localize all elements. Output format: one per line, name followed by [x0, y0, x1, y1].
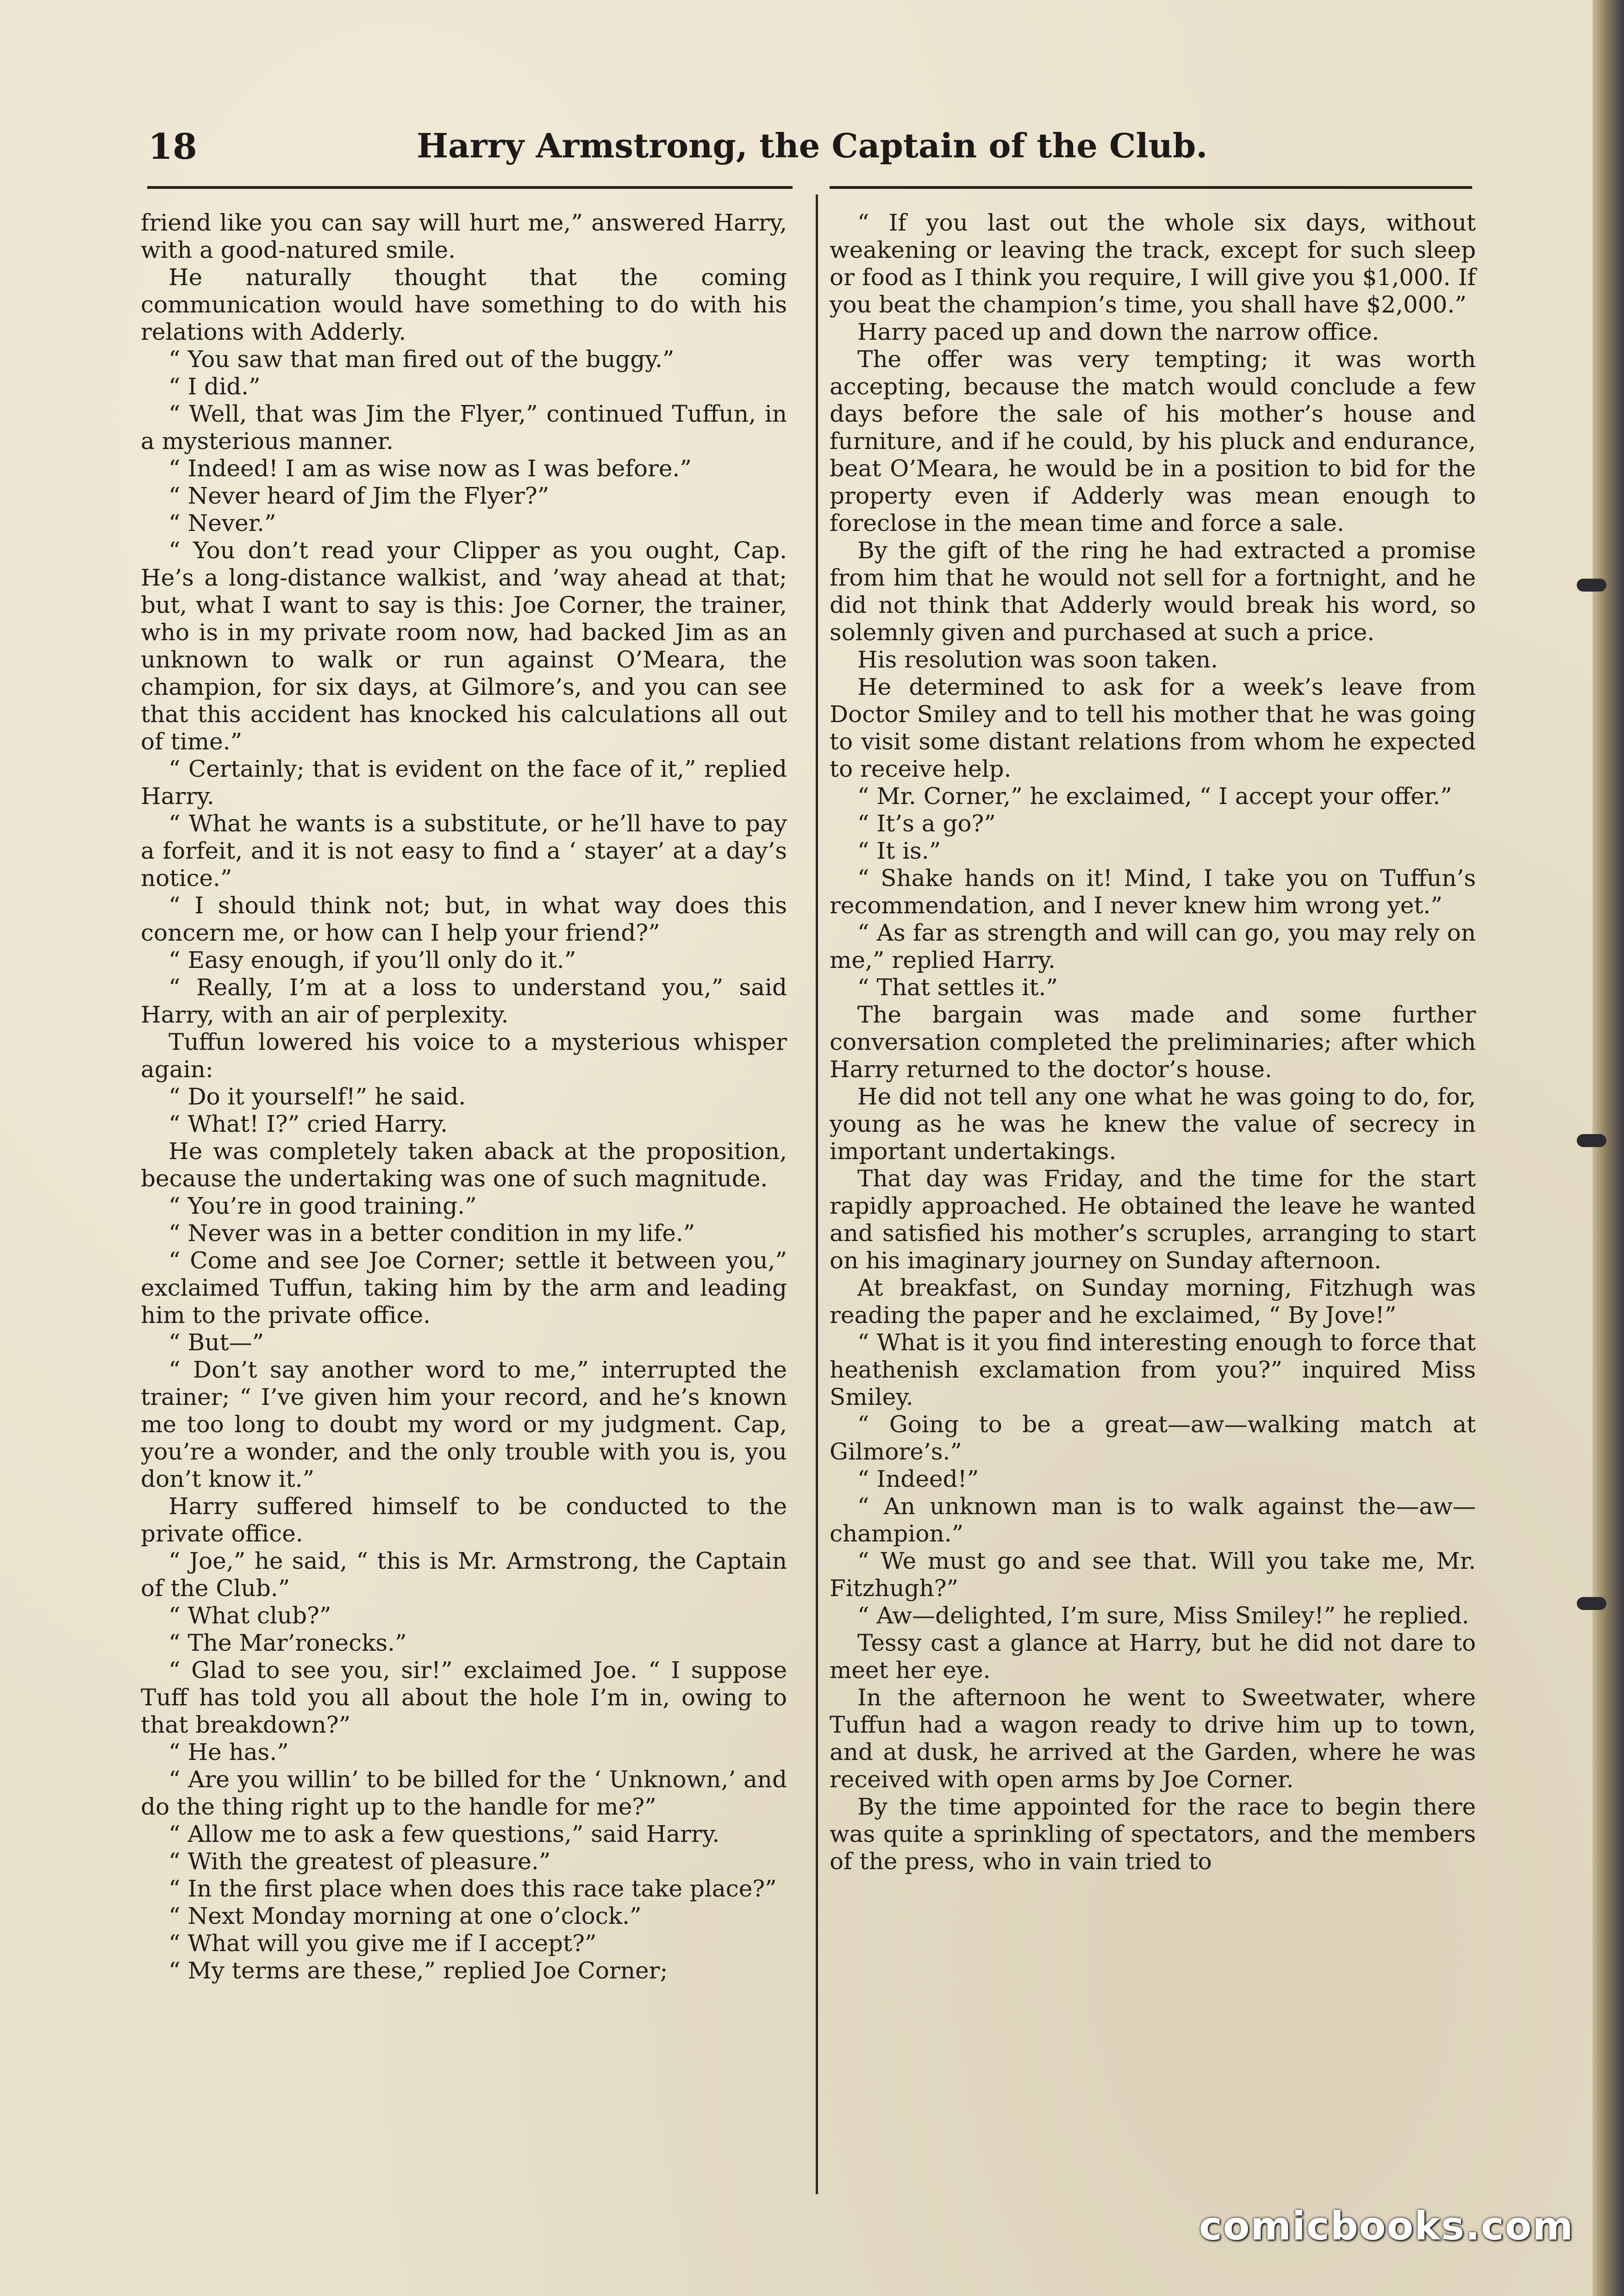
paragraph: “ What he wants is a substitute, or he’ll have to pay a forfeit, and it is not easy to find a ‘ stayer’ at a day’s notice.” — [141, 810, 787, 892]
paragraph: “ Indeed!” — [857, 1466, 979, 1492]
paragraph: Harry suffered himself to be conducted to the private office. — [141, 1493, 787, 1547]
paragraph: “ You don’t read your Clipper as you ought, Cap. He’s a long-distance walkist, and ’way ahead at that; but, what I want to say is this: Joe Corner, the trainer, who is in my private room now, had backed Jim as an unknown to walk or run against O’Meara, the champion, for six days, at Gilmore’s, and you can see that this accident has knocked his calculations all out of time.” — [141, 537, 787, 755]
paragraph: “ Aw—delighted, I’m sure, Miss Smiley!” he replied. — [857, 1602, 1469, 1629]
paragraph: “ Easy enough, if you’ll only do it.” — [169, 947, 576, 973]
paragraph: That day was Friday, and the time for the start rapidly approached. He obtained the leave he wanted and satisfied his mother’s scruples, arranging to start on his imaginary journey on Sunday afternoon. — [830, 1165, 1476, 1274]
paragraph: “ As far as strength and will can go, you may rely on me,” replied Harry. — [830, 919, 1476, 973]
paragraph: “ Never heard of Jim the Flyer?” — [169, 482, 550, 509]
staple — [1577, 1597, 1606, 1610]
staple — [1577, 579, 1606, 592]
left-column — [141, 209, 787, 1984]
paragraph: “ Glad to see you, sir!” exclaimed Joe. “ I suppose Tuff has told you all about the hole I’m in, owing to that breakdown?” — [141, 1657, 787, 1738]
paragraph: “ Allow me to ask a few questions,” said Harry. — [169, 1821, 720, 1847]
paragraph: The bargain was made and some further conversation completed the preliminaries; after which Harry returned to the doctor’s house. — [830, 1001, 1476, 1083]
paragraph: “ Next Monday morning at one o’clock.” — [169, 1903, 642, 1929]
paragraph: “ I should think not; but, in what way does this concern me, or how can I help your friend?” — [141, 892, 787, 946]
paragraph: “ What! I?” cried Harry. — [169, 1111, 448, 1137]
binding-spine — [1593, 0, 1624, 2296]
paragraph: “ Never was in a better condition in my life.” — [169, 1220, 695, 1247]
paragraph: By the time appointed for the race to begin there was quite a sprinkling of spectators, and the members of the press, who in vain tried to — [830, 1793, 1476, 1875]
paragraph: “ You’re in good training.” — [169, 1192, 477, 1219]
paragraph: “ Are you willin’ to be billed for the ‘ Unknown,’ and do the thing right up to the handle for me?” — [141, 1766, 787, 1820]
paragraph: “ Do it yourself!” he said. — [169, 1083, 466, 1110]
page-number: 18 — [148, 126, 197, 167]
header-rule-left — [147, 186, 793, 189]
column-divider — [816, 194, 818, 2194]
paragraph: “ Certainly; that is evident on the face of it,” replied Harry. — [141, 755, 787, 810]
paragraph: “ It’s a go?” — [857, 810, 996, 837]
paragraph: Harry paced up and down the narrow office. — [857, 318, 1380, 345]
paragraph: The offer was very tempting; it was worth accepting, because the match would conclude a few days before the sale of his mother’s house and furniture, and if he could, by his pluck and endurance, beat O’Meara, he would be in a position to bid for the property even if Adderly was mean enough to foreclose in the mean time and force a sale. — [830, 346, 1476, 537]
paragraph: “ Never.” — [169, 510, 276, 537]
paragraph: “ Really, I’m at a loss to understand you,” said Harry, with an air of perplexity. — [141, 974, 787, 1028]
page-header — [148, 126, 1472, 177]
paragraph: He naturally thought that the coming communication would have something to do with his relations with Adderly. — [141, 264, 787, 345]
paragraph: “ But—” — [169, 1329, 264, 1356]
paragraph: “ Shake hands on it! Mind, I take you on Tuffun’s recommendation, and I never knew him wrong yet.” — [830, 865, 1476, 919]
paragraph: “ What will you give me if I accept?” — [169, 1930, 597, 1957]
paragraph: He determined to ask for a week’s leave from Doctor Smiley and to tell his mother that he was going to visit some distant relations from whom he expected to receive help. — [830, 674, 1476, 782]
paragraph: “ We must go and see that. Will you take me, Mr. Fitzhugh?” — [830, 1547, 1476, 1602]
right-column — [830, 209, 1476, 1875]
paragraph: In the afternoon he went to Sweetwater, where Tuffun had a wagon ready to drive him up to town, and at dusk, he arrived at the Garden, where he was received with open arms by Joe Corner. — [830, 1684, 1476, 1793]
paragraph: “ Indeed! I am as wise now as I was before.” — [169, 455, 692, 482]
paragraph: At breakfast, on Sunday morning, Fitzhugh was reading the paper and he exclaimed, “ By Jove!” — [830, 1274, 1476, 1329]
paragraph: Tuffun lowered his voice to a mysterious whisper again: — [141, 1029, 787, 1083]
paragraph: “ Mr. Corner,” he exclaimed, “ I accept your offer.” — [857, 783, 1452, 810]
paragraph: “ My terms are these,” replied Joe Corner; — [169, 1957, 668, 1984]
paragraph: He did not tell any one what he was going to do, for, young as he was he knew the value of secrecy in important undertakings. — [830, 1083, 1476, 1165]
paragraph: “ Don’t say another word to me,” interrupted the trainer; “ I’ve given him your record, and he’s known me too long to doubt my word or my judgment. Cap, you’re a wonder, and the only trouble with you is, you don’t know it.” — [141, 1356, 787, 1492]
paragraph: He was completely taken aback at the proposition, because the undertaking was one of such magnitude. — [141, 1138, 787, 1192]
paragraph: By the gift of the ring he had extracted a promise from him that he would not sell for a fortnight, and he did not think that Adderly would break his word, so solemnly given and purchased at such a price. — [830, 537, 1476, 646]
paragraph: “ What is it you find interesting enough to force that heathenish exclamation from you?” inquired Miss Smiley. — [830, 1329, 1476, 1410]
paragraph: “ It is.” — [857, 837, 941, 864]
paragraph: “ Joe,” he said, “ this is Mr. Armstrong, the Captain of the Club.” — [141, 1547, 787, 1602]
staple — [1577, 1134, 1606, 1147]
paragraph: “ In the first place when does this race take place?” — [169, 1875, 777, 1902]
paragraph: His resolution was soon taken. — [857, 646, 1218, 673]
paragraph: “ Going to be a great—aw—walking match at Gilmore’s.” — [830, 1411, 1476, 1465]
paragraph: “ What club?” — [169, 1602, 331, 1629]
paragraph: “ Come and see Joe Corner; settle it between you,” exclaimed Tuffun, taking him by the arm and leading him to the private office. — [141, 1247, 787, 1329]
paragraph: “ Well, that was Jim the Flyer,” continued Tuffun, in a mysterious manner. — [141, 400, 787, 455]
paragraph: “ The Mar’ronecks.” — [169, 1629, 407, 1656]
paragraph: “ I did.” — [169, 373, 261, 400]
paragraph: friend like you can say will hurt me,” answered Harry, with a good-natured smile. — [141, 209, 787, 263]
paragraph: “ If you last out the whole six days, without weakening or leaving the track, except for such sleep or food as I think you require, I will give you $1,000. If you beat the champion’s time, you shall have $2,000.” — [830, 209, 1476, 318]
header-rule-right — [830, 186, 1472, 189]
paragraph: “ He has.” — [169, 1739, 289, 1766]
paragraph: “ With the greatest of pleasure.” — [169, 1848, 551, 1875]
paragraph: “ You saw that man fired out of the buggy.” — [169, 346, 675, 373]
watermark: comicbooks.com — [1199, 2203, 1574, 2249]
paragraph: Tessy cast a glance at Harry, but he did not dare to meet her eye. — [830, 1629, 1476, 1684]
running-title: Harry Armstrong, the Captain of the Club. — [417, 126, 1208, 165]
paragraph: “ An unknown man is to walk against the—aw—champion.” — [830, 1493, 1476, 1547]
paragraph: “ That settles it.” — [857, 974, 1058, 1001]
